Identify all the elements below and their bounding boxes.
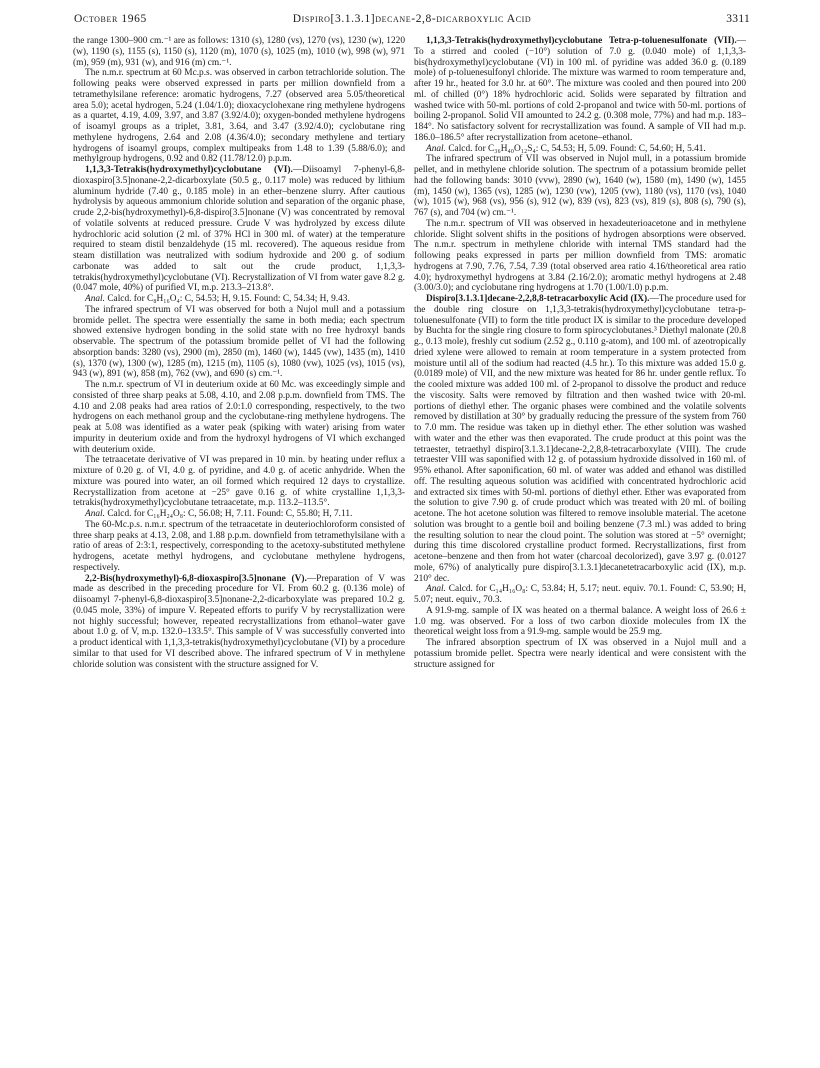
paragraph-text: —Preparation of V was made as described in the preceding procedure for VI. From 60.2 g. (0.136 mole) of diisoamyl 7-phenyl-6,8-dioxaspiro[3.5]nonane-2,2-dicarboxylate was prepared 10.2 g. (0.045 mole, 33%) of impure V. Repeated efforts to purify V by recrystallization were not highly successful; however, repeated recrystallizations from ethanol–water gave about 1.0 g. of V, m.p. 132.0–133.5°. This sample of V was successfully converted into a product identical with 1,1,3,3-tetrakis(hydroxymethyl)cyclobutane (VI) by a procedure similar to that used for VI described above. The infrared spectrum of V in methylene chloride solution was consistent with the structure assigned for V. (73, 573, 405, 670)
section-heading: 1,1,3,3-Tetrakis(hydroxymethyl)cyclobutane (VI). (85, 165, 293, 175)
page-number: 3311 (726, 13, 750, 25)
paragraph-text: —To a stirred and cooled (−10°) solution of 7.0 g. (0.040 mole) of 1,1,3,3-bis(hydroxymethyl)cyclobutane (VI) in 100 ml. of pyridine was added 36.0 g. (0.189 mole) of p-toluenesulfonyl chloride. The mixture was warmed to room temperature and, after 19 hr., heated for 3.0 hr. at 60°. The mixture was cooled and then poured into 200 ml. of chilled (0°) 18% hydrochloric acid. Solids were separated by filtration and washed twice with 50-ml. portions of cold 2-propanol and twice with 50-ml. portions of boiling 2-propanol. Solid VII amounted to 24.2 g. (0.308 mole, 77%) and had m.p. 183–184°. No satisfactory solvent for recrystallization was found. A sample of VII had m.p. 186.0–186.5° after recrystallization from acetone–ethanol. (414, 36, 746, 143)
analysis-line (414, 584, 746, 606)
analysis-values: Calcd. for C₈H₁₆O₄: C, 54.53; H, 9.15. Found: C, 54.34; H, 9.43. (104, 294, 350, 304)
analysis-label: Anal. (85, 509, 105, 519)
section-paragraph (414, 36, 746, 144)
section-heading: 1,1,3,3-Tetrakis(hydroxymethyl)cyclobutane Tetra-p-toluenesulfonate (VII). (426, 36, 737, 46)
section-paragraph (73, 574, 405, 671)
analysis-label: Anal. (426, 584, 446, 595)
paragraph: The infrared spectrum of VII was observed in Nujol mull, in a potassium bromide pellet, and in methylene chloride solution. The spectrum of a potassium bromide pellet had the following bands: 3010 (vvw), 2890 (w), 1640 (w), 1580 (m), 1490 (w), 1455 (m), 1450 (w), 1365 (vs), 1285 (w), 1230 (vw), 1205 (vw), 1180 (vs), 1170 (vs), 1040 (w), 1015 (w), 968 (vs), 956 (s), 912 (w), 839 (vs), 823 (vs), 819 (s), 808 (s), 790 (s), 767 (s), and 704 (w) cm.⁻¹. (414, 154, 746, 218)
paragraph: A 91.9-mg. sample of IX was heated on a thermal balance. A weight loss of 26.6 ± 1.0 mg. was observed. For a loss of two carbon dioxide molecules from IX the theoretical weight loss from a 91.9-mg. sample would be 25.9 mg. (414, 605, 746, 638)
analysis-values: Calcd. for C₁₆H₂₄O₈: C, 56.08; H, 7.11. Found: C, 55.80; H, 7.11. (104, 509, 353, 519)
section-heading: 2,2-Bis(hydroxymethyl)-6,8-dioxaspiro[3.5]nonane (V). (85, 573, 307, 584)
paragraph: The n.m.r. spectrum of VII was observed in hexadeuterioacetone and in methylene chloride. Slight solvent shifts in the positions of hydrogen absorptions were observed. The n.m.r. spectrum in methylene chloride with internal TMS standard had the following peaks expressed in parts per million downfield from TMS: aromatic hydrogens at 7.90, 7.76, 7.54, 7.39 (total observed area ratio 4.16/theoretical area ratio 4.0); hydroxymethyl hydrogens at 3.84 (2.16/2.0); aromatic methyl hydrogens at 2.48 (3.00/3.0); and cyclobutane ring hydrogens at 1.70 (1.00/1.0) p.p.m. (414, 218, 746, 294)
header-date: October 1965 (74, 13, 147, 25)
paragraph-text: —Diisoamyl 7-phenyl-6,8-dioxaspiro[3.5]nonane-2,2-dicarboxylate (50.5 g., 0.117 mole) was reduced by lithium aluminum hydride (7.40 g., 0.185 mole) in an ether–benzene slurry. After cautious hydrolysis by aqueous ammonium chloride solution and separation of the organic phase, crude 2,2-bis(hydroxymethyl)-6,8-dispiro[3.5]nonane (V) was concentrated by removal of volatile solvents at reduced pressure. Crude V was hydrolyzed by excess dilute hydrochloric acid solution (2 ml. of 37% HCl in 300 ml. of water) at the temperature required to steam distil benzaldehyde (15 ml. recovered). The aqueous residue from steam distillation was neutralized with sodium hydroxide and 200 g. of sodium carbonate was added to salt out the crude product, 1,1,3,3-tetrakis(hydroxymethyl)cyclobutane (VI). Recrystallization of VI from water gave 8.2 g. (0.047 mole, 40%) of purified VI, m.p. 213.3–213.8°. (73, 165, 405, 294)
analysis-values: Calcd. for C₃₆H₄₀O₁₂S₄: C, 54.53; H, 5.09. Found: C, 54.60; H, 5.41. (445, 143, 706, 154)
paragraph: The 60-Mc.p.s. n.m.r. spectrum of the tetraacetate in deuteriochloroform consisted of three sharp peaks at 4.13, 2.08, and 1.88 p.p.m. downfield from tetramethylsilane with a ratio of areas of 2:3:1, respectively, corresponding to the acetoxy-substituted methylene hydrogens, acetate methyl hydrogens, and cyclobutane methylene hydrogens, respectively. (73, 519, 405, 573)
paragraph: the range 1300–900 cm.⁻¹ are as follows: 1310 (s), 1280 (vs), 1270 (vs), 1230 (w), 1220 (w), 1190 (s), 1155 (s), 1150 (s), 1120 (m), 1070 (s), 1025 (m), 1010 (w), 998 (w), 971 (m), 959 (m), 931 (w), and 916 (m) cm.⁻¹. (73, 36, 405, 68)
paragraph: The n.m.r. spectrum at 60 Mc.p.s. was observed in carbon tetrachloride solution. The following peaks were observed expressed in parts per million downfield from a tetramethylsilane reference: aromatic hydrogens, 7.27 (observed area 5.05/theoretical area 5.0); acetal hydrogen, 5.24 (1.04/1.0); dioxacyclohexane ring methylene hydrogens as a quartet, 4.19, 4.09, 3.97, and 3.87 (3.92/4.0); oxygen-bonded methylene hydrogens of isoamyl groups as a triplet, 3.81, 3.64, and 3.47 (3.92/4.0); cyclobutane ring methylene hydrogens, 2.64 and 2.08 (4.36/4.0); secondary methylene and tertiary hydrogens of isoamyl groups, complex multipeaks from 1.48 to 1.39 (5.88/6.0); and methylgroup hydrogens, 0.92 and 0.82 (11.78/12.0) p.p.m. (73, 68, 405, 165)
left-column (73, 36, 405, 1064)
analysis-line (414, 144, 746, 155)
right-column (414, 36, 746, 1064)
analysis-line (73, 509, 405, 520)
paragraph: The tetraacetate derivative of VI was prepared in 10 min. by heating under reflux a mixture of 0.20 g. of VI, 4.0 g. of pyridine, and 4.0 g. of acetic anhydride. When the mixture was poured into water, an oil formed which required 12 days to crystallize. Recrystallization from acetone at −25° gave 0.16 g. of white crystalline 1,1,3,3-tetrakis(hydroxymethyl)cyclobutane tetraacetate, m.p. 113.2–113.5°. (73, 455, 405, 509)
paragraph-text: —The procedure used for the double ring closure on 1,1,3,3-tetrakis(hydroxymethyl)cyclobutane tetra-p-toluenesulfonate (VII) to form the title product IX is similar to the procedure developed by Buchta for the single ring closure to form spirocyclobutanes.³ Diethyl malonate (20.8 g., 0.13 mole), freshly cut sodium (2.52 g., 0.110 g-atom), and 100 ml. of azeotropically dried xylene were allowed to remain at room temperature in a system protected from moisture until all of the sodium had reacted (4.5 hr.). To this mixture was added 15.0 g. (0.0189 mole) of VII, and the new mixture was heated for 86 hr. under gentle reflux. To the cooled mixture was added 100 ml. of 2-propanol to dissolve the product and reduce the viscosity. Salts were removed by filtration and then washed twice with 20-ml. portions of diethyl ether. The organic phases were combined and the volatile solvents removed by distillation at 30° by gradually reducing the pressure of the system from 760 to 7.0 mm. The residue was taken up in diethyl ether. The ether solution was washed with water and the ether was then evaporated. The crude product at this point was the tetraester, tetraethyl dispiro[3.1.3.1]decane-2,2,8,8-tetracarboxylate (VIII). The crude tetraester VIII was saponified with 12 g. of potassium hydroxide dissolved in 160 ml. of 95% ethanol. After saponification, 60 ml. of water was added and ethanol was distilled off. The resulting aqueous solution was acidified with concentrated hydrochloric acid and extracted six times with 50-ml. portions of diethyl ether. Ether was evaporated from the solution to give 7.90 g. of crude product which was treated with 20 ml. of boiling acetone. The hot acetone solution was filtered to remove insoluble material. The acetone solution was brought to a gentle boil and boiling benzene (7.3 ml.) was added to bring the resulting solution to near the cloud point. The solution was stored at −5° overnight; during this time discolored crystalline product formed. Recrystallizations, first from acetone–benzene and then from hot water (charcoal decolorized), gave 3.97 g. (0.0127 mole, 67%) of analytically pure dispiro[3.1.3.1]decanetetracarboxylic acid (IX), m.p. 210° dec. (414, 294, 746, 584)
analysis-label: Anal. (426, 143, 446, 154)
section-heading: Dispiro[3.1.3.1]decane-2,2,8,8-tetracarboxylic Acid (IX). (426, 294, 650, 304)
analysis-line (73, 294, 405, 305)
section-paragraph (73, 165, 405, 294)
paragraph: The infrared absorption spectrum of IX was observed in a Nujol mull and a potassium bromide pellet. Spectra were nearly identical and were consistent with the structure assigned for (414, 638, 746, 670)
section-paragraph (414, 294, 746, 584)
header-title: Dispiro[3.1.3.1]decane-2,8-dicarboxylic Acid (292, 13, 532, 25)
analysis-values: Calcd. for C₁₄H₁₆O₈: C, 53.84; H, 5.17; neut. equiv. 70.1. Found: C, 53.90; H, 5.07; neut. equiv., 70.3. (414, 584, 746, 605)
analysis-label: Anal. (85, 294, 105, 304)
paragraph: The n.m.r. spectrum of VI in deuterium oxide at 60 Mc. was exceedingly simple and consisted of three sharp peaks at 5.08, 4.10, and 2.08 p.p.m. downfield from TMS. The 4.10 and 2.08 peaks had area ratios of 2.0:1.0 corresponding, respectively, to the two hydrogens on each methanol group and the cyclobutane-ring methylene hydrogens. The peak at 5.08 was identified as a water peak (spiking with water) arising from water impurity in deuterium oxide and from the hydroxyl hydrogens of VI which exchanged with deuterium oxide. (73, 380, 405, 455)
running-header (74, 13, 750, 29)
paragraph: The infrared spectrum of VI was observed for both a Nujol mull and a potassium bromide pellet. The spectra were essentially the same in both media; each spectrum showed extensive hydrogen bonding in the solid state with no free hydroxyl bands observable. The spectrum of the potassium bromide pellet of VI had the following absorption bands: 3280 (vs), 2900 (m), 2850 (m), 1460 (w), 1445 (vw), 1435 (m), 1410 (s), 1370 (w), 1300 (w), 1285 (m), 1215 (m), 1105 (s), 1080 (vw), 1025 (vs), 1015 (vs), 943 (w), 891 (w), 858 (m), 762 (vw), and 690 (s) cm.⁻¹. (73, 304, 405, 380)
